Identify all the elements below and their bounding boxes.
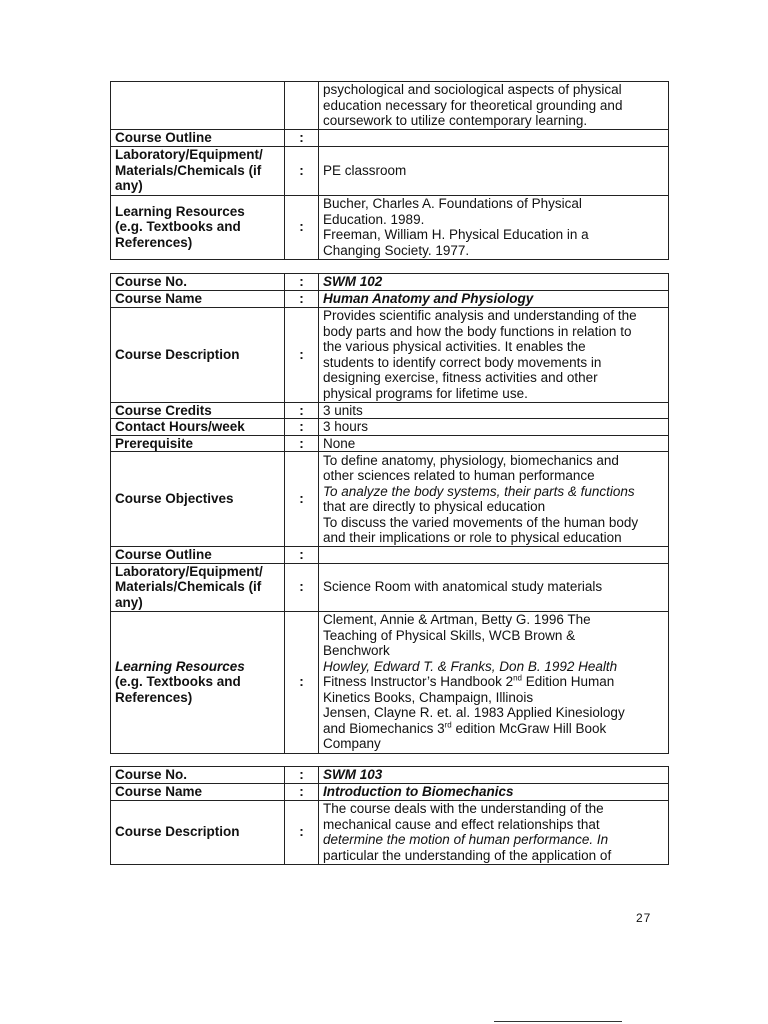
course-table-swm102 [110,273,669,754]
course-credits-label: Course Credits [111,402,285,419]
course-no-label: Course No. [111,274,285,291]
course-objectives-value: To define anatomy, physiology, biomechanics and other sciences related to human performance To analyze the body systems, their parts & functions that are directly to physical education To discuss the varied movements of the human body and their implications or role to physical education [319,452,669,547]
course-table-swm103 [110,766,669,865]
colon: : [285,563,319,611]
colon: : [285,784,319,801]
lab-equipment-value: PE classroom [319,146,669,195]
course-name-label: Course Name [111,784,285,801]
colon: : [285,419,319,436]
lab-equipment-label: Laboratory/Equipment/ Materials/Chemicals (if any) [111,146,285,195]
colon: : [285,800,319,864]
colon: : [285,291,319,308]
colon: : [285,307,319,402]
course-no-value: SWM 103 [319,767,669,784]
course-name-value: Introduction to Biomechanics [319,784,669,801]
course-outline-label: Course Outline [111,130,285,147]
colon: : [285,611,319,753]
course-outline-value [319,547,669,564]
course-outline-label: Course Outline [111,547,285,564]
course-description-value: Provides scientific analysis and understanding of the body parts and how the body functions in relation to the various physical activities. It enables the students to identify correct body movements in designing exercise, fitness activities and other physical programs for lifetime use. [319,307,669,402]
empty-colon-cell [285,82,319,130]
course-description-label: Course Description [111,307,285,402]
colon: : [285,130,319,147]
course-name-value: Human Anatomy and Physiology [319,291,669,308]
colon: : [285,767,319,784]
colon: : [285,146,319,195]
learning-resources-value: Bucher, Charles A. Foundations of Physical Education. 1989. Freeman, William H. Physical Education in a Changing Society. 1977. [319,195,669,259]
course-no-label: Course No. [111,767,285,784]
page-number: 27 [636,911,652,925]
colon: : [285,452,319,547]
learning-resources-value: Clement, Annie & Artman, Betty G. 1996 The Teaching of Physical Skills, WCB Brown & Benchwork Howley, Edward T. & Franks, Don B. 1992 Health Fitness Instructor’s Handbook 2nd Edition Human Kinetics Books, Champaign, Illinois Jensen, Clayne R. et. al. 1983 Applied Kinesiology and Biomechanics 3rd edition McGraw Hill Book Company [319,611,669,753]
prerequisite-value: None [319,435,669,452]
prerequisite-label: Prerequisite [111,435,285,452]
footer-rule [494,1021,622,1022]
course-objectives-label: Course Objectives [111,452,285,547]
course-name-label: Course Name [111,291,285,308]
colon: : [285,195,319,259]
course-table-continued [110,81,669,260]
learning-resources-label: Learning Resources (e.g. Textbooks and References) [111,195,285,259]
course-no-value: SWM 102 [319,274,669,291]
description-continuation: psychological and sociological aspects of physical education necessary for theoretical grounding and coursework to utilize contemporary learning. [319,82,669,130]
colon: : [285,402,319,419]
colon: : [285,435,319,452]
contact-hours-value: 3 hours [319,419,669,436]
course-outline-value [319,130,669,147]
course-credits-value: 3 units [319,402,669,419]
course-description-label: Course Description [111,800,285,864]
colon: : [285,547,319,564]
colon: : [285,274,319,291]
lab-equipment-value: Science Room with anatomical study materials [319,563,669,611]
empty-label-cell [111,82,285,130]
contact-hours-label: Contact Hours/week [111,419,285,436]
course-description-value: The course deals with the understanding of the mechanical cause and effect relationships that determine the motion of human performance. In particular the understanding of the application of [319,800,669,864]
learning-resources-label: Learning Resources (e.g. Textbooks and References) [111,611,285,753]
lab-equipment-label: Laboratory/Equipment/ Materials/Chemicals (if any) [111,563,285,611]
